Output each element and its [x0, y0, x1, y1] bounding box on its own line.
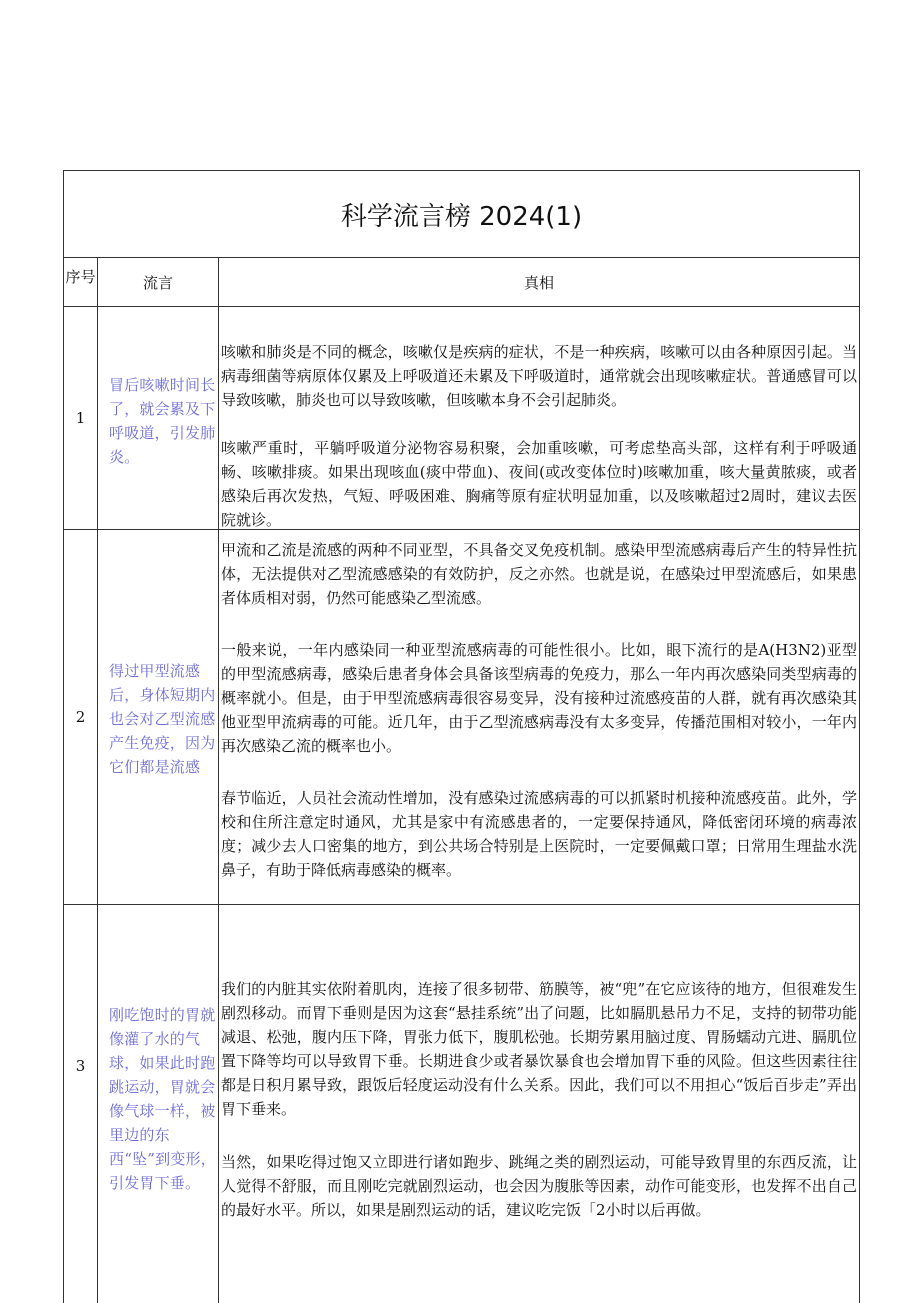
truth-paragraph: 当然，如果吃得过饱又立即进行诸如跑步、跳绳之类的剧烈运动，可能导致胃里的东西反流，让人觉得不舒服，而且刚吃完就剧烈运动，也会因为腹胀等因素，动作可能变形，也发挥不出自己的最好水平。所以，如果是剧烈运动的话，建议吃完饭「2小时以后再做。 — [221, 1153, 857, 1219]
truth-paragraph: 咳嗽严重时，平躺呼吸道分泌物容易积聚，会加重咳嗽，可考虑垫高头部，这样有利于呼吸通畅、咳嗽排痰。如果出现咳血(痰中带血)、夜间(或改变体位时)咳嗽加重，咳大量黄脓痰，或者感染后再次发热，气短、呼吸困难、胸痛等原有症状明显加重，以及咳嗽超过2周时，建议去医院就诊。 — [221, 439, 857, 529]
row-index-cell — [64, 307, 98, 529]
header-truth: 真相 — [523, 273, 554, 292]
truth-cell — [219, 307, 859, 529]
truth-paragraph: 春节临近，人员社会流动性增加，没有感染过流感病毒的可以抓紧时机接种流感疫苗。此外，学校和住所注意定时通风，尤其是家中有流感患者的，一定要保持通风，降低密闭环境的病毒浓度；减少去人口密集的地方，到公共场合特别是上医院时，一定要佩戴口罩；日常用生理盐水洗鼻子，有助于降低病毒感染的概率。 — [221, 789, 857, 879]
rumor-text: 冒后咳嗽时间长了，就会累及下呼吸道，引发肺炎。 — [98, 307, 219, 529]
row-index-cell — [64, 530, 98, 904]
truth-paragraph: 一般来说，一年内感染同一种亚型流感病毒的可能性很小。比如，眼下流行的是A(H3N2)亚型的甲型流感病毒，感染后患者身体会具备该型病毒的免疫力，那么一年内再次感染同类型病毒的概率就小。但是，由于甲型流感病毒很容易变异，没有接种过流感疫苗的人群，就有再次感染其他亚型甲流病毒的可能。近几年，由于乙型流感病毒没有太多变异，传播范围相对较小，一年内再次感染乙流的概率也小。 — [221, 641, 857, 755]
header-rumor: 流言 — [98, 258, 219, 306]
truth-paragraph: 甲流和乙流是流感的两种不同亚型，不具备交叉免疫机制。感染甲型流感病毒后产生的特异性抗体，无法提供对乙型流感感染的有效防护，反之亦然。也就是说，在感染过甲型流感后，如果患者体质相对弱，仍然可能感染乙型流感。 — [221, 541, 857, 607]
truth-paragraph: 我们的内脏其实依附着肌肉，连接了很多韧带、筋膜等，被“兜”在它应该待的地方，但很难发生剧烈移动。而胃下垂则是因为这套“悬挂系统”出了问题，比如膈肌悬吊力不足，支持的韧带功能减退、松弛，腹内压下降，胃张力低下，腹肌松弛。长期劳累用脑过度、胃肠蠕动亢进、膈肌位置下降等均可以导致胃下垂。长期进食少或者暴饮暴食也会增加胃下垂的风险。但这些因素往往都是日积月累导致，跟饭后轻度运动没有什么关系。因此，我们可以不用担心“饭后百步走”弄出胃下垂来。 — [221, 980, 857, 1118]
truth-cell — [219, 530, 859, 904]
table-row — [64, 530, 859, 905]
table-header — [64, 258, 859, 307]
rumor-text: 得过甲型流感后，身体短期内也会对乙型流感产生免疫，因为它们都是流感 — [98, 530, 219, 904]
row-index: 3 — [75, 1057, 86, 1075]
header-index — [64, 258, 98, 306]
table-row — [64, 905, 859, 1303]
table-row — [64, 307, 859, 530]
row-index: 2 — [75, 708, 86, 726]
row-index: 1 — [75, 409, 86, 427]
rumor-table — [63, 170, 860, 1303]
truth-paragraph: 咳嗽和肺炎是不同的概念，咳嗽仅是疾病的症状，不是一种疾病，咳嗽可以由各种原因引起。当病毒细菌等病原体仅累及上呼吸道还未累及下呼吸道时，通常就会出现咳嗽症状。普通感冒可以导致咳嗽，肺炎也可以导致咳嗽，但咳嗽本身不会引起肺炎。 — [221, 343, 857, 409]
row-index-cell — [64, 905, 98, 1303]
rumor-text: 刚吃饱时的胃就像灌了水的气球，如果此时跑跳运动，胃就会像气球一样，被里边的东西“坠”到变形，引发胃下垂。 — [98, 905, 219, 1303]
truth-cell — [219, 905, 859, 1303]
header-index-label: 序号 — [65, 268, 96, 286]
page-title: 科学流言榜 2024(1) — [64, 171, 859, 258]
